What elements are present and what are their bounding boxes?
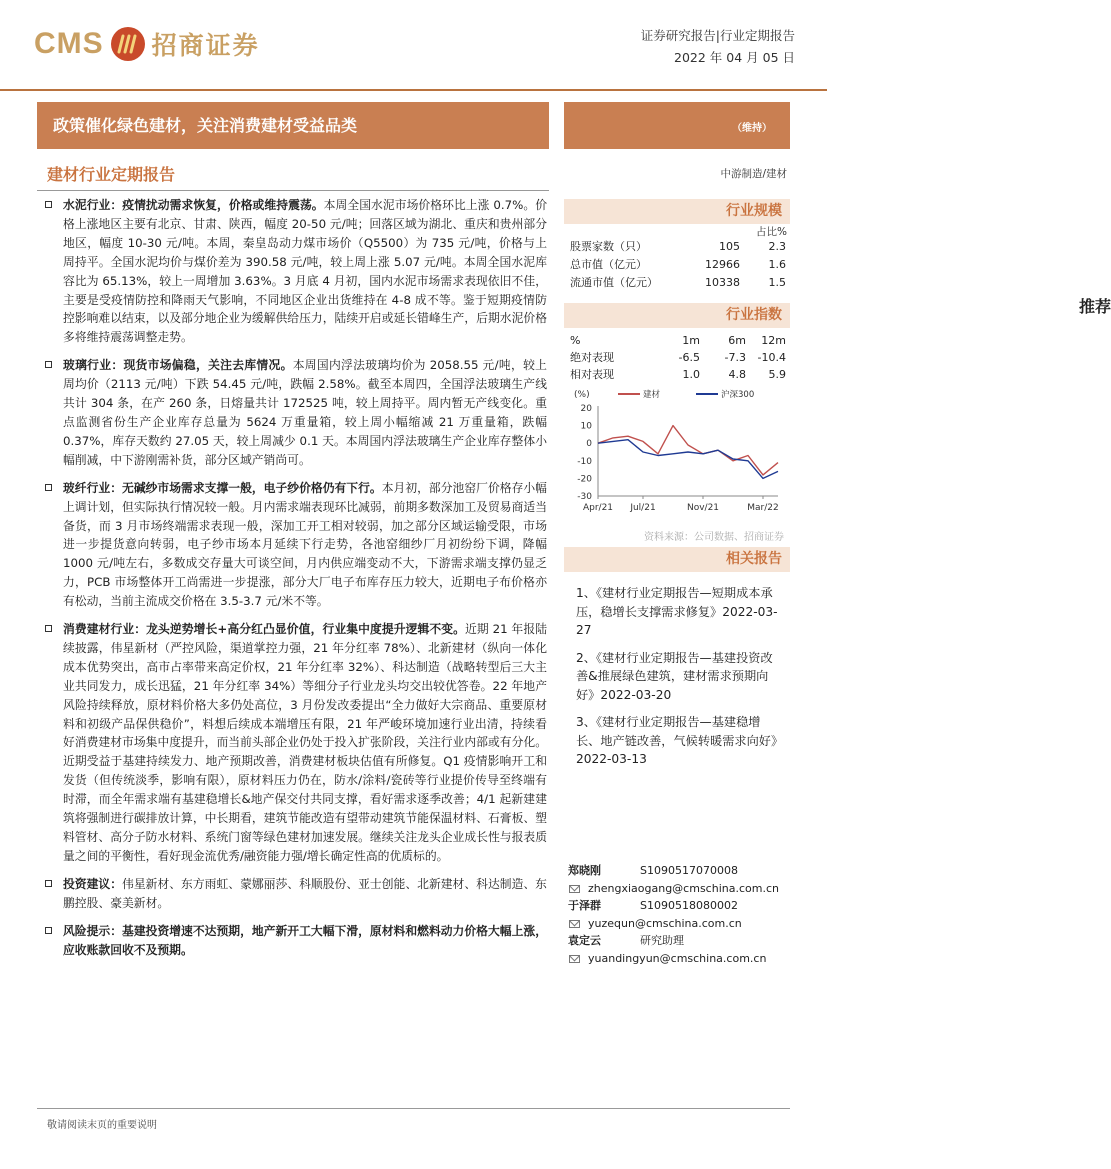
row-share: 1.5 <box>768 276 786 289</box>
scale-unit: 占比% <box>756 226 787 238</box>
paragraph-lead: 玻纤行业：无碱纱市场需求支撑一般，电子纱价格仍有下行。 <box>63 480 382 495</box>
related-report-link[interactable]: 2、《建材行业定期报告—基建投资改善&推展绿色建筑，建材需求预期向好》2022-03-20 <box>576 650 773 702</box>
scale-heading: 行业规模 <box>564 199 790 224</box>
row-label: 流通市值（亿元） <box>570 276 658 289</box>
report-title: 政策催化绿色建材，关注消费建材受益品类 <box>37 102 549 149</box>
paragraph-cement <box>45 196 547 347</box>
header-meta <box>641 25 795 69</box>
related-report-link[interactable]: 1、《建材行业定期报告—短期成本承压，稳增长支撑需求修复》2022-03-27 <box>576 586 778 637</box>
report-type: 证券研究报告|行业定期报告 <box>640 28 795 43</box>
rating-note: （维持） <box>732 123 772 134</box>
author-entry <box>568 862 790 880</box>
y-tick-label: -10 <box>577 456 592 467</box>
author-list <box>568 862 790 967</box>
category-label: 中游制造/建材 <box>720 168 787 180</box>
paragraph-risk <box>45 922 547 960</box>
paragraph-lead: 水泥行业：疫情扰动需求恢复，价格或维持震荡。 <box>63 198 324 212</box>
y-tick-label: 0 <box>586 439 592 450</box>
x-tick-label: Nov/21 <box>686 503 720 513</box>
paragraph-glass <box>45 356 547 469</box>
bullet-square-icon <box>45 880 52 887</box>
y-tick-label: 10 <box>580 421 592 432</box>
y-tick-label: -20 <box>577 474 592 485</box>
legend-label: 沪深300 <box>721 390 755 400</box>
col-header: 12m <box>761 334 786 347</box>
footer-divider <box>37 1108 790 1109</box>
paragraph-text: 伟星新材、东方雨虹、蒙娜丽莎、科顺股份、亚士创能、北新建材、科达制造、东鹏控股、豪美新材。 <box>63 876 547 910</box>
x-tick-label: Jul/21 <box>630 503 656 513</box>
paragraph-lead: 投资建议： <box>63 876 123 891</box>
index-performance-chart <box>564 384 790 520</box>
brand-emblem-icon <box>110 26 146 62</box>
author-email[interactable] <box>568 880 790 898</box>
table-row <box>570 256 790 274</box>
subtitle-divider <box>37 190 549 191</box>
row-share: 1.6 <box>768 258 786 271</box>
bullet-square-icon <box>45 484 52 491</box>
row-value: 12966 <box>705 258 740 271</box>
paragraph-fiberglass <box>45 479 547 611</box>
row-value: 105 <box>719 240 740 253</box>
table-row <box>570 238 790 256</box>
brand-en: CMS <box>34 27 104 60</box>
row-value: 1.0 <box>682 368 700 381</box>
x-tick-label: Apr/21 <box>582 503 614 513</box>
col-header: 1m <box>682 334 700 347</box>
paragraph-text: 本周国内浮法玻璃均价为 2058.55 元/吨，较上周均价（2113 元/吨）下跌 54.45 元/吨，跌幅 2.58%。截至本周四，全国浮法玻璃生产线共计 304 条，在产 260 条，日熔量共计 172525 吨，较上周持平。周内暂无产线变化。重点监测省份生产企业库存总量为 5624 万重量箱，较上周小幅缩减 21 万重量箱，跌幅 0.37%，库存天数约 27.05 天，较上周减少 0.1 天。本周国内浮法玻璃生产企业库存整体小幅削减，中下游刚需补货，部分区域产销尚可。 <box>63 358 547 467</box>
author-email[interactable] <box>568 915 790 933</box>
row-label: 绝对表现 <box>570 351 614 364</box>
row-value: -7.3 <box>724 351 746 364</box>
index-table <box>570 332 790 383</box>
author-name: 郑晓刚 <box>568 864 601 877</box>
col-header: 6m <box>728 334 746 347</box>
row-value: -10.4 <box>757 351 786 364</box>
author-id: 研究助理 <box>640 934 684 947</box>
y-tick-label: -30 <box>577 492 592 502</box>
paragraph-lead: 风险提示：基建投资增速不达预期，地产新开工大幅下滑，原材料和燃料动力价格大幅上涨，应收账款回收不及预期。 <box>63 923 547 957</box>
row-label: 总市值（亿元） <box>570 258 647 271</box>
legend-label: 建材 <box>643 390 661 400</box>
report-subtitle: 建材行业定期报告 <box>47 165 176 184</box>
paragraph-text: 本月初，部分池窑厂价格存小幅上调计划，但实际执行情况较一般。月内需求端表现环比减弱，前期多数深加工及贸易商适当备货，而 3 月市场终端需求表现一般，深加工开工相对较弱，加之部分区域运输受限，市场进一步提货意向转弱，电子纱市场本月延续下行走势，各池窑细纱厂月初纷纷下调，降幅 1000 元/吨左右，多数成交存量大可谈空间，月内供应端变动不大，下游需求端支撑仍显乏力，PCB 市场整体开工尚需进一步提涨，部分大厂电子布库存压力较大，近期电子布价格亦有松动，当前主流成交价格在 3.5-3.7 元/米不等。 <box>63 480 547 609</box>
x-tick-label: Mar/22 <box>747 503 779 513</box>
row-value: 4.8 <box>728 368 746 381</box>
author-entry <box>568 897 790 915</box>
paragraph-consumer-materials <box>45 620 547 866</box>
table-row <box>570 349 790 366</box>
paragraph-lead: 消费建材行业：龙头逆势增长+高分红凸显价值，行业集中度提升逻辑不变。 <box>63 622 465 637</box>
email-text: yuzequn@cmschina.com.cn <box>588 916 742 930</box>
chart-source: 资料来源：公司数据、招商证券 <box>644 532 784 543</box>
bullet-square-icon <box>45 625 52 632</box>
index-heading: 行业指数 <box>564 303 790 328</box>
footer-note: 敬请阅读末页的重要说明 <box>47 1120 157 1131</box>
paragraph-investment <box>45 875 547 913</box>
mail-icon <box>569 920 580 928</box>
table-row <box>570 366 790 383</box>
brand-logo <box>34 26 260 62</box>
author-name: 袁定云 <box>568 934 601 947</box>
row-share: 2.3 <box>768 240 786 253</box>
bullet-square-icon <box>45 361 52 368</box>
row-label: 股票家数（只） <box>570 240 647 253</box>
table-row <box>570 274 790 292</box>
col-header: % <box>570 334 581 347</box>
related-heading: 相关报告 <box>564 547 790 572</box>
brand-cn: 招商证券 <box>151 31 260 60</box>
email-text: zhengxiaogang@cmschina.com.cn <box>588 881 779 895</box>
mail-icon <box>569 955 580 963</box>
series-line <box>598 426 778 475</box>
report-date: 2022 年 04 月 05 日 <box>674 50 795 65</box>
table-header-row <box>570 332 790 349</box>
row-label: 相对表现 <box>570 368 614 381</box>
related-report-link[interactable]: 3、《建材行业定期报告—基建稳增长、地产链改善，气候转暖需求向好》2022-03-13 <box>576 715 784 766</box>
y-axis-label: (%) <box>574 390 590 400</box>
paragraph-text: 本周全国水泥市场价格环比上涨 0.7%。价格上涨地区主要有北京、甘肃、陕西，幅度 20-50 元/吨；回落区域为湖北、重庆和贵州部分地区，幅度 10-30 元/吨。本周，秦皇岛动力煤市场价（Q5500）为 735 元/吨，价格与上周持平。全国水泥均价与煤价差为 390.58 元/吨，较上周上涨 5.07 元/吨。本周全国水泥库容比为 65.13%，较上一周增加 3.63%。3 月底 4 月初，国内水泥市场需求表现依旧不佳，主要是受疫情防控和降雨天气影响，不同地区企业出货维持在 4-8 成不等。鉴于短期疫情防控影响难以结束，以及部分地企业为缓解供给压力，陆续开启或延长错峰生产，后期水泥价格多将维持震荡调整走势。 <box>63 198 547 345</box>
author-name: 于泽群 <box>568 899 601 912</box>
paragraph-text: 近期 21 年报陆续披露，伟星新材（严控风险，渠道掌控力强，21 年分红率 78%）、北新建材（纵向一体化成本优势突出，高市占率带来高定价权，21 年分红率 32%）、科达制造（战略转型后三大主业共同发力，成长迅猛，21 年分红率 34%）等细分子行业龙头均交出较优答卷。22 年地产风险持续释放，原材料价格大多仍处高位，3 月份发改委提出“全力做好大宗商品、重要原材料和初级产品保供稳价”，料想后续成本端增压有限，21 年严峻环境加速行业出清，持续看好消费建材市场集中度提升，而当前头部企业仍处于投入扩张阶段，关注行业内部或有分化。近期受益于基建持续发力、地产预期改善，消费建材板块估值有所修复。Q1 疫情影响开工和发货（但传统淡季，影响有限），原材料压力仍在，防水/涂料/瓷砖等行业提价传导至终端有时滞，而全年需求端有基建稳增长&地产保交付共同支撑，看好需求逐季改善；4/1 起新建建筑将强制进行碳排放计算，中长期看，建筑节能改造有望带动建筑节能保温材料、石膏板、塑料管材、高分子防水材料、系统门窗等绿色建材加速发展。继续关注龙头企业成长性与报表质量之间的平衡性，看好现金流优秀/融资能力强/增长确定性高的优质标的。 <box>63 622 547 863</box>
author-entry <box>568 932 790 950</box>
row-value: 10338 <box>705 276 740 289</box>
paragraph-lead: 玻璃行业：现货市场偏稳，关注去库情况。 <box>63 358 293 373</box>
mail-icon <box>569 885 580 893</box>
bullet-square-icon <box>45 201 52 208</box>
y-tick-label: 20 <box>580 404 592 414</box>
bullet-square-icon <box>45 927 52 934</box>
row-value: -6.5 <box>678 351 700 364</box>
rating-label: 推荐 <box>1078 297 1111 316</box>
related-report-list <box>576 584 784 778</box>
main-content <box>45 196 547 968</box>
scale-table <box>570 238 790 292</box>
author-id: S1090518080002 <box>640 899 738 912</box>
header-divider <box>0 89 827 91</box>
author-email[interactable] <box>568 950 790 968</box>
author-id: S1090517070008 <box>640 864 738 877</box>
row-value: 5.9 <box>768 368 786 381</box>
email-text: yuandingyun@cmschina.com.cn <box>588 951 767 965</box>
